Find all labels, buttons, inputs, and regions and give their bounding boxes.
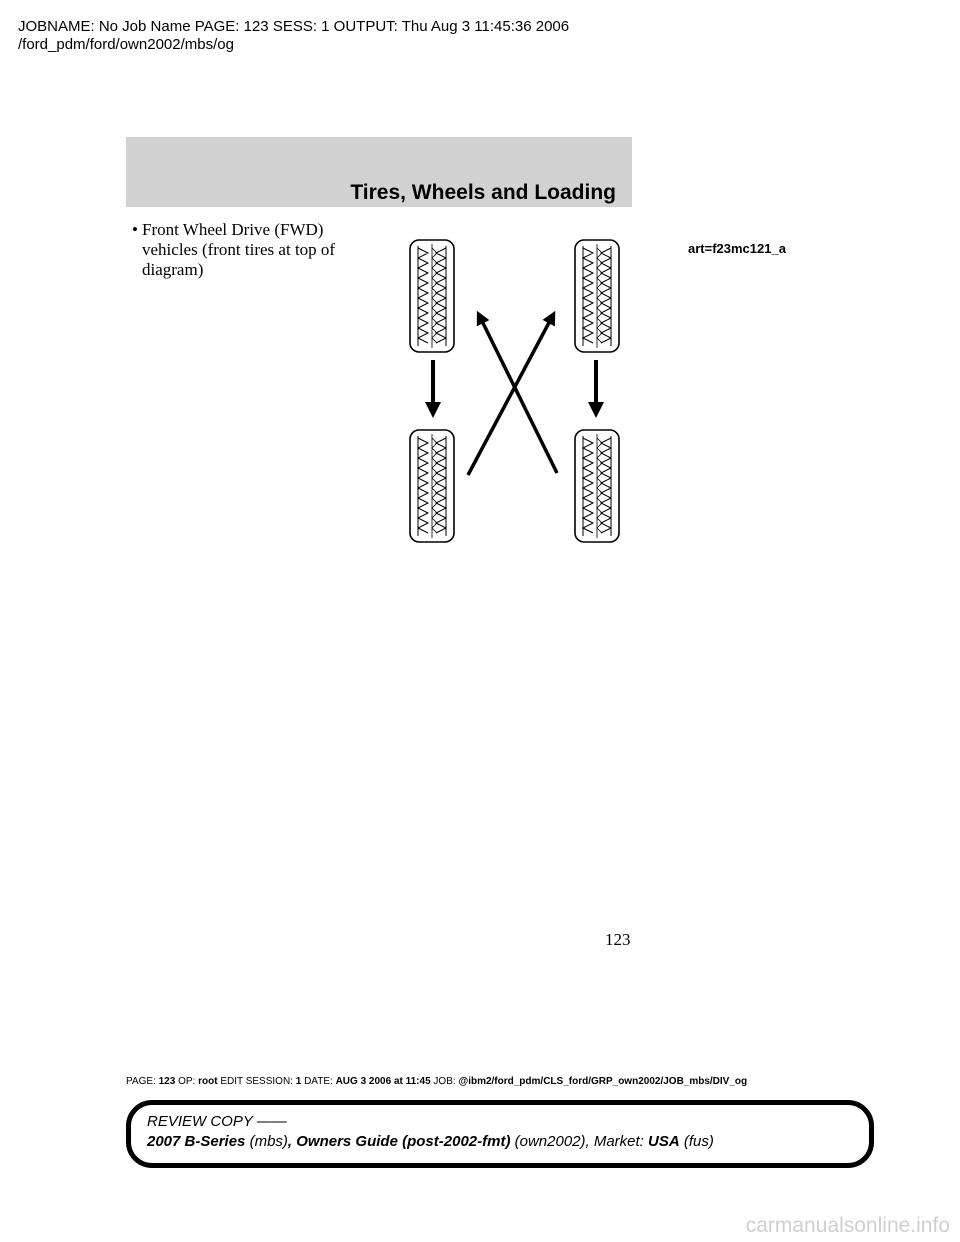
- footer-job-label: JOB:: [433, 1076, 456, 1087]
- footer-metadata: [126, 1076, 747, 1087]
- arrow-rear-left-to-front-right: [468, 317, 552, 475]
- review-copy-box: [126, 1100, 874, 1168]
- tire-front-left: [410, 240, 454, 352]
- footer-session-value: 1: [295, 1076, 302, 1087]
- review-guide: Owners Guide (post-2002-fmt): [296, 1133, 511, 1150]
- arrow-rear-right-to-front-left: [480, 317, 557, 473]
- review-series: 2007 B-Series: [147, 1133, 246, 1150]
- footer-op-label: OP:: [178, 1076, 196, 1087]
- tire-rear-right: [575, 430, 619, 542]
- footer-date-value: AUG 3 2006 at 11:45: [335, 1076, 431, 1087]
- watermark: carmanualsonline.info: [745, 1214, 950, 1237]
- footer-page-label: PAGE:: [126, 1076, 156, 1087]
- footer-session-label: EDIT SESSION:: [220, 1076, 293, 1087]
- tire-front-right: [575, 240, 619, 352]
- review-series-code: (mbs): [245, 1133, 288, 1150]
- footer-page-value: 123: [158, 1076, 176, 1087]
- job-header-line1: JOBNAME: No Job Name PAGE: 123 SESS: 1 OUTPUT: Thu Aug 3 11:45:36 2006: [18, 18, 570, 35]
- tire-rear-left: [410, 430, 454, 542]
- review-market-code: (fus): [679, 1133, 714, 1150]
- review-sep2: , Market:: [585, 1133, 649, 1150]
- review-sep1: ,: [287, 1133, 297, 1150]
- footer-job-value: @ibm2/ford_pdm/CLS_ford/GRP_own2002/JOB_mbs/DIV_og: [458, 1076, 748, 1087]
- review-market: USA: [648, 1133, 680, 1150]
- job-header-path: /ford_pdm/ford/own2002/mbs/og: [18, 36, 234, 53]
- tire-rotation-diagram: [400, 235, 640, 545]
- bullet-text: Front Wheel Drive (FWD) vehicles (front tires at top of diagram): [142, 220, 336, 279]
- review-copy-details: [147, 1133, 714, 1150]
- review-guide-code: (own2002): [510, 1133, 586, 1150]
- section-title: Tires, Wheels and Loading: [350, 181, 616, 204]
- footer-date-label: DATE:: [304, 1076, 333, 1087]
- section-header: [126, 137, 632, 207]
- review-copy-label: REVIEW COPY ——: [147, 1113, 287, 1130]
- page-number: 123: [605, 930, 631, 949]
- art-label: art=f23mc121_a: [688, 241, 786, 256]
- bullet-icon: •: [132, 220, 138, 239]
- footer-op-value: root: [198, 1076, 218, 1087]
